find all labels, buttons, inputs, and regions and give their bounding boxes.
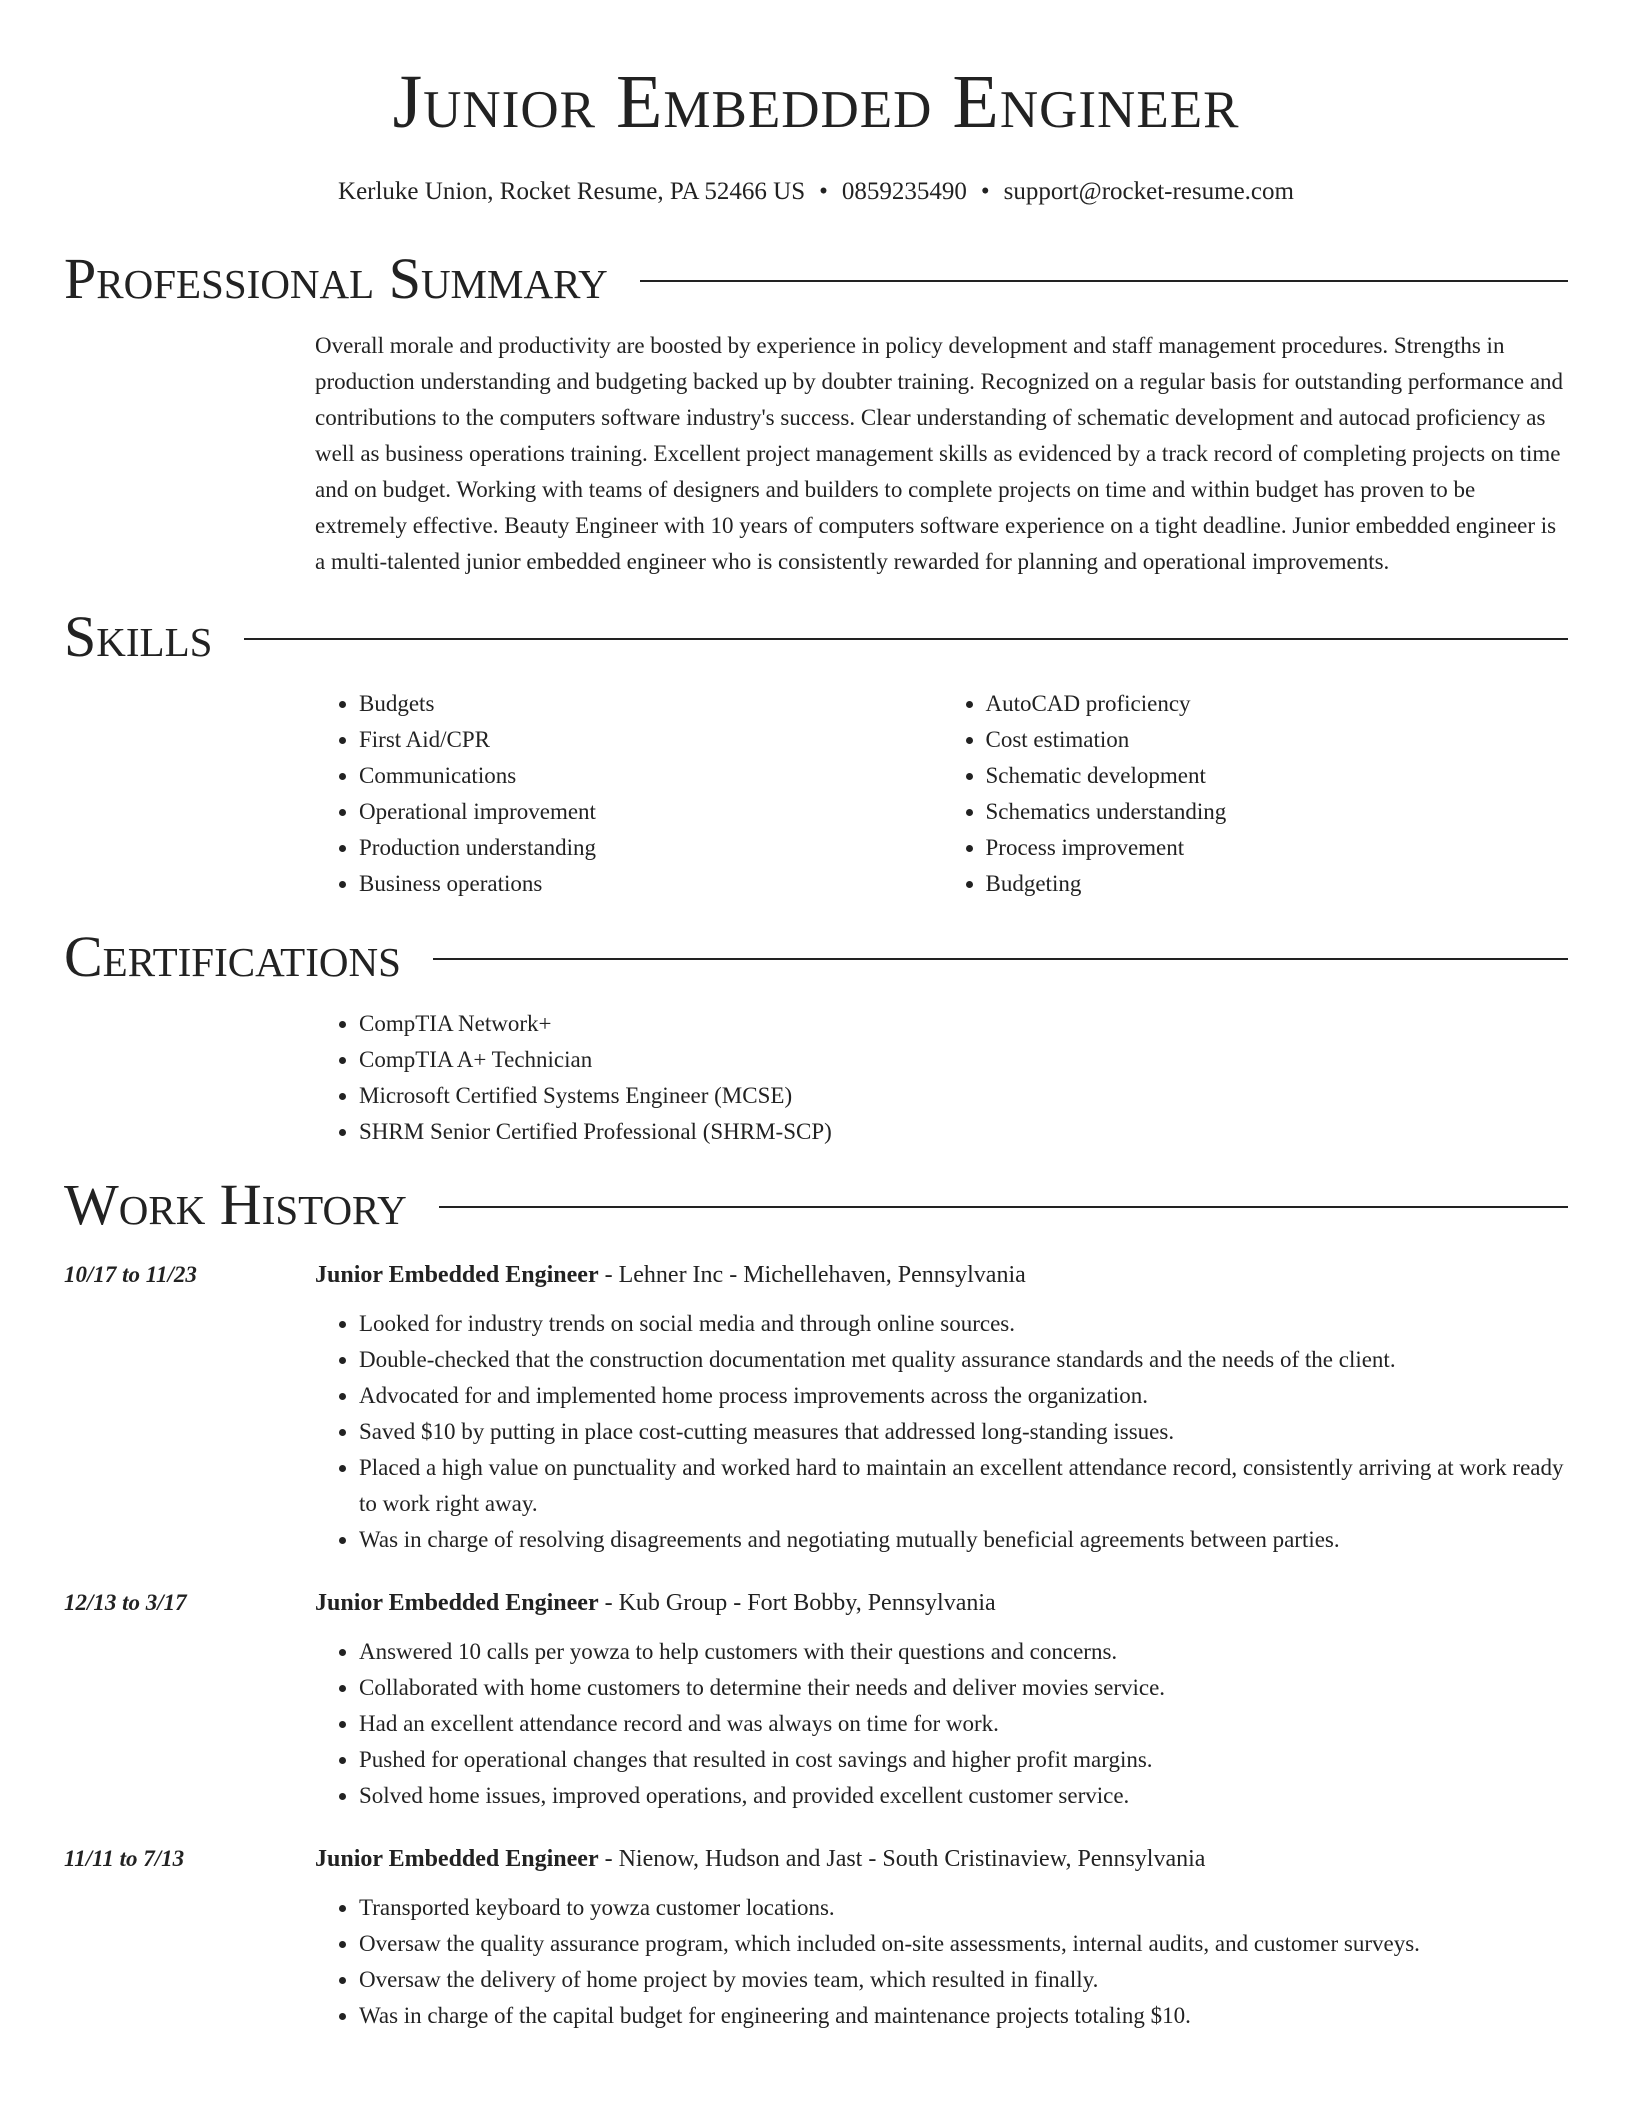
- summary-text: Overall morale and productivity are boosted by experience in policy development and staff management procedures. Strengths in production understanding and budgeting backed up by doubter training. Recognized on a regular basis for outstanding performance and contributions to the computers software industry's success. Clear understanding of schematic development and autocad proficiency as well as business operations training. Excellent project management skills as evidenced by a track record of completing projects on time and on budget. Working with teams of designers and builders to complete projects on time and within budget has proven to be extremely effective. Beauty Engineer with 10 years of computers software experience on a tight deadline. Junior embedded engineer is a multi-talented junior embedded engineer who is consistently rewarded for planning and operational improvements.: [315, 333, 1564, 574]
- section-rule: [439, 1206, 1568, 1208]
- section-header-skills: [64, 604, 1568, 669]
- section-title-skills: Skills: [64, 604, 213, 669]
- job-company: - Lehner Inc - Michellehaven, Pennsylvania: [598, 1262, 1026, 1288]
- contact-line: [0, 178, 1632, 206]
- skills-column-left: [315, 686, 942, 902]
- job-company: - Kub Group - Fort Bobby, Pennsylvania: [598, 1590, 996, 1616]
- job-bullet: • Oversaw the quality assurance program, which included on-site assessments, internal audits, and customer surveys.: [359, 1926, 1568, 1962]
- skill-item: • AutoCAD proficiency: [986, 686, 1569, 722]
- section-header-summary: [64, 246, 1568, 311]
- job-bullet: • Was in charge of resolving disagreements and negotiating mutually beneficial agreements between parties.: [359, 1522, 1568, 1558]
- job-bullet: • Transported keyboard to yowza customer locations.: [359, 1890, 1568, 1926]
- job-entry: [64, 1844, 1568, 2034]
- skill-item: • Budgets: [359, 686, 942, 722]
- section-title-work-history: Work History: [64, 1172, 407, 1237]
- job-title: Junior Embedded Engineer: [315, 1262, 599, 1288]
- job-bullet: • Oversaw the delivery of home project by movies team, which resulted in finally.: [359, 1962, 1568, 1998]
- contact-separator: •: [980, 178, 990, 205]
- job-title: Junior Embedded Engineer: [315, 1590, 599, 1616]
- section-title-certifications: Certifications: [64, 924, 401, 989]
- section-header-work-history: [64, 1172, 1568, 1237]
- job-bullet: • Pushed for operational changes that resulted in cost savings and higher profit margins.: [359, 1742, 1568, 1778]
- certification-item: • SHRM Senior Certified Professional (SHRM-SCP): [359, 1114, 1568, 1150]
- job-bullet: • Double-checked that the construction documentation met quality assurance standards and the needs of the client.: [359, 1342, 1568, 1378]
- job-title-line: [315, 1588, 1568, 1618]
- job-detail: [315, 1260, 1568, 1558]
- skill-item: • Communications: [359, 758, 942, 794]
- job-entry: [64, 1260, 1568, 1558]
- skills-list: [315, 686, 1568, 902]
- skill-item: • Process improvement: [986, 830, 1569, 866]
- job-bullet: • Was in charge of the capital budget for engineering and maintenance projects totaling $10.: [359, 1998, 1568, 2034]
- skills-column-right: [942, 686, 1569, 902]
- section-header-certifications: [64, 924, 1568, 989]
- job-company: - Nienow, Hudson and Jast - South Cristinaview, Pennsylvania: [598, 1846, 1206, 1872]
- job-bullet: • Placed a high value on punctuality and worked hard to maintain an excellent attendance record, consistently arriving at work ready to work right away.: [359, 1450, 1568, 1522]
- skill-item: • Budgeting: [986, 866, 1569, 902]
- certification-item: • Microsoft Certified Systems Engineer (MCSE): [359, 1078, 1568, 1114]
- job-dates: 12/13 to 3/17: [64, 1590, 187, 1615]
- job-bullets: [315, 1306, 1568, 1558]
- job-bullets: [315, 1634, 1568, 1814]
- section-rule: [433, 958, 1568, 960]
- skill-item: • Cost estimation: [986, 722, 1569, 758]
- job-detail: [315, 1588, 1568, 1814]
- job-bullet: • Answered 10 calls per yowza to help customers with their questions and concerns.: [359, 1634, 1568, 1670]
- section-title-summary: Professional Summary: [64, 246, 608, 311]
- skill-item: • Production understanding: [359, 830, 942, 866]
- skill-item: • Operational improvement: [359, 794, 942, 830]
- skill-item: • Schematic development: [986, 758, 1569, 794]
- section-rule: [244, 638, 1568, 640]
- job-bullet: • Solved home issues, improved operations, and provided excellent customer service.: [359, 1778, 1568, 1814]
- job-bullet: • Saved $10 by putting in place cost-cutting measures that addressed long-standing issues.: [359, 1414, 1568, 1450]
- job-bullet: • Collaborated with home customers to determine their needs and deliver movies service.: [359, 1670, 1568, 1706]
- certifications-list: [315, 1006, 1568, 1150]
- job-bullet: • Had an excellent attendance record and was always on time for work.: [359, 1706, 1568, 1742]
- job-bullet: • Looked for industry trends on social media and through online sources.: [359, 1306, 1568, 1342]
- contact-address: Kerluke Union, Rocket Resume, PA 52466 US: [338, 178, 806, 205]
- section-rule: [640, 280, 1568, 282]
- skill-item: • First Aid/CPR: [359, 722, 942, 758]
- contact-separator: •: [819, 178, 828, 205]
- job-title-line: [315, 1260, 1568, 1290]
- job-title: Junior Embedded Engineer: [315, 1846, 599, 1872]
- skill-item: • Business operations: [359, 866, 942, 902]
- certification-item: • CompTIA Network+: [359, 1006, 1568, 1042]
- job-bullet: • Advocated for and implemented home process improvements across the organization.: [359, 1378, 1568, 1414]
- contact-phone: 0859235490: [841, 178, 967, 205]
- job-dates: 10/17 to 11/23: [64, 1262, 197, 1287]
- candidate-name: Junior Embedded Engineer: [392, 60, 1240, 144]
- job-bullets: [315, 1890, 1568, 2034]
- job-title-line: [315, 1844, 1568, 1874]
- job-dates: 11/11 to 7/13: [64, 1846, 185, 1871]
- skill-item: • Schematics understanding: [986, 794, 1569, 830]
- contact-email: support@rocket-resume.com: [1003, 178, 1294, 205]
- job-detail: [315, 1844, 1568, 2034]
- job-entry: [64, 1588, 1568, 1814]
- certification-item: • CompTIA A+ Technician: [359, 1042, 1568, 1078]
